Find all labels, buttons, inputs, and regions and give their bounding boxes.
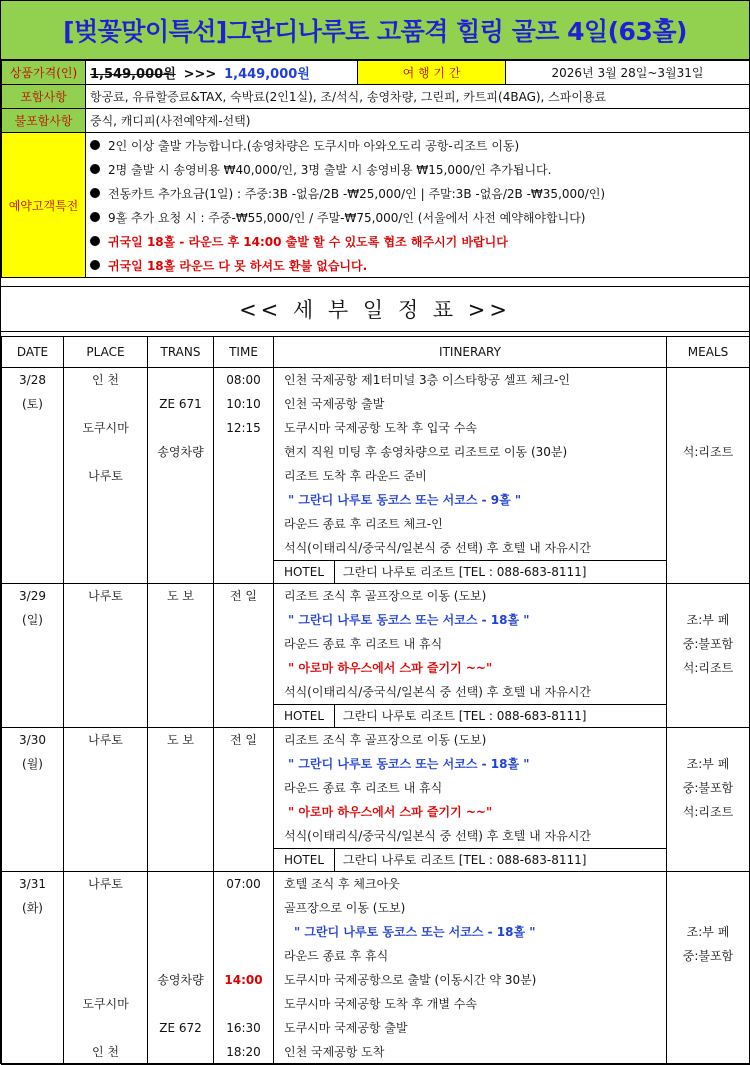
col-header-trans: TRANS: [148, 337, 214, 368]
place-text: [64, 968, 147, 992]
day-row: [2, 728, 750, 872]
period-label: 여 행 기 간: [358, 61, 506, 85]
col-header-meals: MEALS: [667, 337, 750, 368]
itinerary-line: " 아로마 하우스에서 스파 즐기기 ~~": [288, 805, 493, 819]
time-text: [214, 488, 273, 512]
note-item: [86, 229, 749, 253]
place-text: [64, 488, 147, 512]
itinerary-line: 호텔 조식 후 체크아웃: [284, 877, 400, 891]
time-text: 전 일: [230, 589, 257, 603]
note-item: [86, 253, 749, 277]
meal-text: 석:리조트: [682, 661, 734, 675]
col-header-date: DATE: [2, 337, 64, 368]
trans-text: [148, 1040, 213, 1064]
col-header-itinerary: ITINERARY: [274, 337, 667, 368]
excluded-row: [2, 109, 750, 133]
itinerary-line: 리조트 조식 후 골프장으로 이동 (도보): [284, 589, 487, 603]
time-cell: [214, 584, 274, 728]
bullet-icon: [90, 164, 100, 174]
bullet-icon: [90, 236, 100, 246]
itinerary-line: 라운드 종료 후 리조트 내 휴식: [284, 637, 443, 651]
date-text: 3/29: [19, 589, 46, 603]
time-text: 전 일: [230, 733, 257, 747]
meal-text: [667, 584, 749, 608]
notes-row: [2, 133, 750, 278]
hotel-row: [274, 704, 666, 727]
meals-cell: [667, 368, 750, 584]
excluded-label: 불포함사항: [2, 109, 86, 133]
period-value: 2026년 3월 28일~3월31일: [506, 61, 750, 85]
trans-text: [148, 512, 213, 536]
time-text: [214, 464, 273, 488]
meal-text: 중:불포함: [682, 637, 734, 651]
notes-cell: [86, 133, 750, 278]
itinerary-line: 인천 국제공항 제1터미널 3층 이스타항공 셀프 체크-인: [284, 373, 570, 387]
trans-text: 송영차량: [157, 973, 204, 987]
itinerary-cell: [274, 728, 667, 872]
place-text: 도쿠시마: [82, 997, 129, 1011]
meal-text: [667, 896, 749, 920]
place-text: [64, 536, 147, 560]
note-text-warning: 귀국일 18홀 라운드 다 못 하셔도 환불 없습니다.: [108, 258, 368, 273]
place-cell: [64, 728, 148, 872]
itinerary-line: 인천 국제공항 도착: [284, 1045, 385, 1059]
meal-text: 조:부 페: [686, 757, 730, 771]
bullet-icon: [90, 212, 100, 222]
hotel-label: HOTEL: [274, 705, 335, 727]
hotel-value: 그란디 나루토 리조트 [TEL : 088-683-8111]: [343, 565, 587, 579]
itinerary-line: 라운드 종료 후 리조트 체크-인: [284, 517, 443, 531]
place-text: [64, 1016, 147, 1040]
schedule-header-row: [2, 337, 750, 368]
time-text: 18:20: [226, 1045, 261, 1059]
itinerary-line: 라운드 종료 후 휴식: [284, 949, 389, 963]
meals-cell: [667, 728, 750, 872]
date-text: 3/30: [19, 733, 46, 747]
place-text: [64, 944, 147, 968]
itinerary-cell: [274, 584, 667, 728]
day-of-week: (일): [22, 613, 43, 627]
notes-label: 예약고객특전: [2, 133, 86, 278]
meal-text: 조:부 페: [686, 925, 730, 939]
trans-text: [148, 536, 213, 560]
info-table: [1, 60, 750, 278]
date-cell: [2, 728, 64, 872]
note-item: [86, 181, 749, 205]
itinerary-line: " 그란디 나루토 동코스 또는 서코스 - 18홀 ": [294, 925, 536, 939]
new-price: 1,449,000원: [224, 67, 310, 82]
trans-text: ZE 671: [159, 397, 202, 411]
place-cell: [64, 584, 148, 728]
hotel-label: HOTEL: [274, 849, 335, 871]
price-cell: [86, 61, 358, 85]
time-text: [214, 992, 273, 1016]
itinerary-line: " 그란디 나루토 동코스 또는 서코스 - 18홀 ": [288, 757, 530, 771]
hotel-value: 그란디 나루토 리조트 [TEL : 088-683-8111]: [343, 709, 587, 723]
page-title: [벚꽃맞이특선]그란디나루토 고품격 힐링 골프 4일(63홀): [1, 1, 749, 60]
itinerary-cell: [274, 368, 667, 584]
place-text: [64, 896, 147, 920]
trans-text: [148, 920, 213, 944]
itinerary-line: 리조트 조식 후 골프장으로 이동 (도보): [284, 733, 487, 747]
note-item: [86, 205, 749, 229]
trans-text: 도 보: [167, 589, 194, 603]
schedule-body: [2, 368, 750, 1065]
note-text: 전동카트 추가요금(1일) : 주중:3B -없음/2B -₩25,000/인 | 주말:3B -없음/2B -₩35,000/인): [108, 186, 606, 201]
place-text: 도쿠시마: [82, 421, 129, 435]
trans-text: ZE 672: [159, 1021, 202, 1035]
itinerary-line: 도쿠시마 국제공항 도착 후 입국 수속: [284, 421, 477, 435]
itinerary-line: 석식(이태리식/중국식/일본식 중 선택) 후 호텔 내 자유시간: [284, 541, 591, 555]
trans-cell: [148, 872, 214, 1065]
date-cell: [2, 584, 64, 728]
price-arrows: >>>: [183, 67, 217, 82]
time-text: [214, 944, 273, 968]
date-cell: [2, 368, 64, 584]
bullet-icon: [90, 188, 100, 198]
day-row: [2, 368, 750, 584]
place-text: [64, 512, 147, 536]
date-text: 3/31: [19, 877, 46, 891]
note-text: 2인 이상 출발 가능합니다.(송영차량은 도쿠시마 아와오도리 공항-리조트 이동): [108, 138, 520, 153]
excluded-value: 중식, 캐디피(사전예약제-선택): [86, 109, 750, 133]
note-text: 2명 출발 시 송영비용 ₩40,000/인, 3명 출발 시 송영비용 ₩15,000/인 추가됩니다.: [108, 162, 552, 177]
place-cell: [64, 368, 148, 584]
bullet-icon: [90, 140, 100, 150]
time-text: 10:10: [226, 397, 261, 411]
place-text: 인 천: [92, 1045, 119, 1059]
time-text: 16:30: [226, 1021, 261, 1035]
day-row: [2, 872, 750, 1065]
time-text: 07:00: [226, 877, 261, 891]
day-of-week: (월): [22, 757, 43, 771]
meal-text: 석:리조트: [682, 445, 734, 459]
time-cell: [214, 728, 274, 872]
trans-cell: [148, 728, 214, 872]
day-row: [2, 584, 750, 728]
itinerary-line: 인천 국제공항 출발: [284, 397, 385, 411]
old-price: 1,549,000원: [90, 67, 176, 82]
col-header-place: PLACE: [64, 337, 148, 368]
time-cell: [214, 368, 274, 584]
date-text: 3/28: [19, 373, 46, 387]
itinerary-line: 라운드 종료 후 리조트 내 휴식: [284, 781, 443, 795]
date-cell: [2, 872, 64, 1065]
itinerary-line: " 그란디 나루토 동코스 또는 서코스 - 18홀 ": [288, 613, 530, 627]
itinerary-line: 도쿠시마 국제공항으로 출발 (이동시간 약 30분): [284, 973, 537, 987]
time-text: [214, 920, 273, 944]
col-header-time: TIME: [214, 337, 274, 368]
trans-text: [148, 416, 213, 440]
itinerary-line: " 아로마 하우스에서 스파 즐기기 ~~": [288, 661, 493, 675]
time-text: [214, 536, 273, 560]
included-label: 포함사항: [2, 85, 86, 109]
bullet-icon: [90, 260, 100, 270]
included-value: 항공료, 유류할증료&TAX, 숙박료(2인1실), 조/석식, 송영차량, 그린피, 카트피(4BAG), 스파이용료: [86, 85, 750, 109]
time-text: 08:00: [226, 373, 261, 387]
meal-text: [667, 728, 749, 752]
trans-text: [148, 896, 213, 920]
hotel-value: 그란디 나루토 리조트 [TEL : 088-683-8111]: [343, 853, 587, 867]
meal-text: [667, 392, 749, 416]
meal-text: [667, 368, 749, 392]
price-label: 상품가격(인): [2, 61, 86, 85]
place-text: 인 천: [92, 373, 119, 387]
place-text: 나루토: [88, 469, 123, 483]
trans-text: [148, 992, 213, 1016]
day-of-week: (토): [22, 397, 43, 411]
place-text: 나루토: [88, 877, 123, 891]
itinerary-line: 현지 직원 미팅 후 송영차량으로 리조트로 이동 (30분): [284, 445, 568, 459]
place-text: [64, 440, 147, 464]
hotel-label: HOTEL: [274, 561, 335, 583]
itinerary-cell: [274, 872, 667, 1065]
itinerary-line: 석식(이태리식/중국식/일본식 중 선택) 후 호텔 내 자유시간: [284, 829, 591, 843]
note-text-warning: 귀국일 18홀 - 라운드 후 14:00 출발 할 수 있도록 협조 해주시기 바랍니다: [108, 234, 508, 249]
time-text: [214, 896, 273, 920]
trans-cell: [148, 584, 214, 728]
trans-text: [148, 872, 213, 896]
meal-text: 조:부 페: [686, 613, 730, 627]
day-of-week: (화): [22, 901, 43, 915]
time-text: 12:15: [226, 421, 261, 435]
price-row: [2, 61, 750, 85]
itinerary-line: 리조트 도착 후 라운드 준비: [284, 469, 427, 483]
trans-text: 도 보: [167, 733, 194, 747]
time-text: [214, 512, 273, 536]
meal-text: 중:불포함: [682, 949, 734, 963]
meal-text: [667, 416, 749, 440]
itinerary-line: 도쿠시마 국제공항 출발: [284, 1021, 408, 1035]
trans-text: [148, 464, 213, 488]
schedule-title: << 세 부 일 정 표 >>: [1, 286, 749, 332]
trans-text: 송영차량: [157, 445, 204, 459]
trans-text: [148, 368, 213, 392]
place-text: 나루토: [88, 733, 123, 747]
itinerary-line: 도쿠시마 국제공항 도착 후 개별 수속: [284, 997, 477, 1011]
trans-text: [148, 488, 213, 512]
note-text: 9홀 추가 요청 시 : 주중-₩55,000/인 / 주말-₩75,000/인 (서울에서 사전 예약해야합니다): [108, 210, 586, 225]
place-text: 나루토: [88, 589, 123, 603]
itinerary-line: 석식(이태리식/중국식/일본식 중 선택) 후 호텔 내 자유시간: [284, 685, 591, 699]
included-row: [2, 85, 750, 109]
meals-cell: [667, 584, 750, 728]
trans-cell: [148, 368, 214, 584]
time-cell: [214, 872, 274, 1065]
time-text: 14:00: [224, 973, 263, 987]
trans-text: [148, 944, 213, 968]
place-cell: [64, 872, 148, 1065]
meal-text: 중:불포함: [682, 781, 734, 795]
time-text: [214, 440, 273, 464]
place-text: [64, 392, 147, 416]
itinerary-line: 골프장으로 이동 (도보): [284, 901, 406, 915]
note-item: [86, 157, 749, 181]
itinerary-line: " 그란디 나루토 동코스 또는 서코스 - 9홀 ": [288, 493, 522, 507]
place-text: [64, 920, 147, 944]
meal-text: 석:리조트: [682, 805, 734, 819]
hotel-row: [274, 560, 666, 583]
meal-text: [667, 872, 749, 896]
schedule-table: [1, 336, 750, 1065]
hotel-row: [274, 848, 666, 871]
note-item: [86, 133, 749, 157]
meals-cell: [667, 872, 750, 1065]
